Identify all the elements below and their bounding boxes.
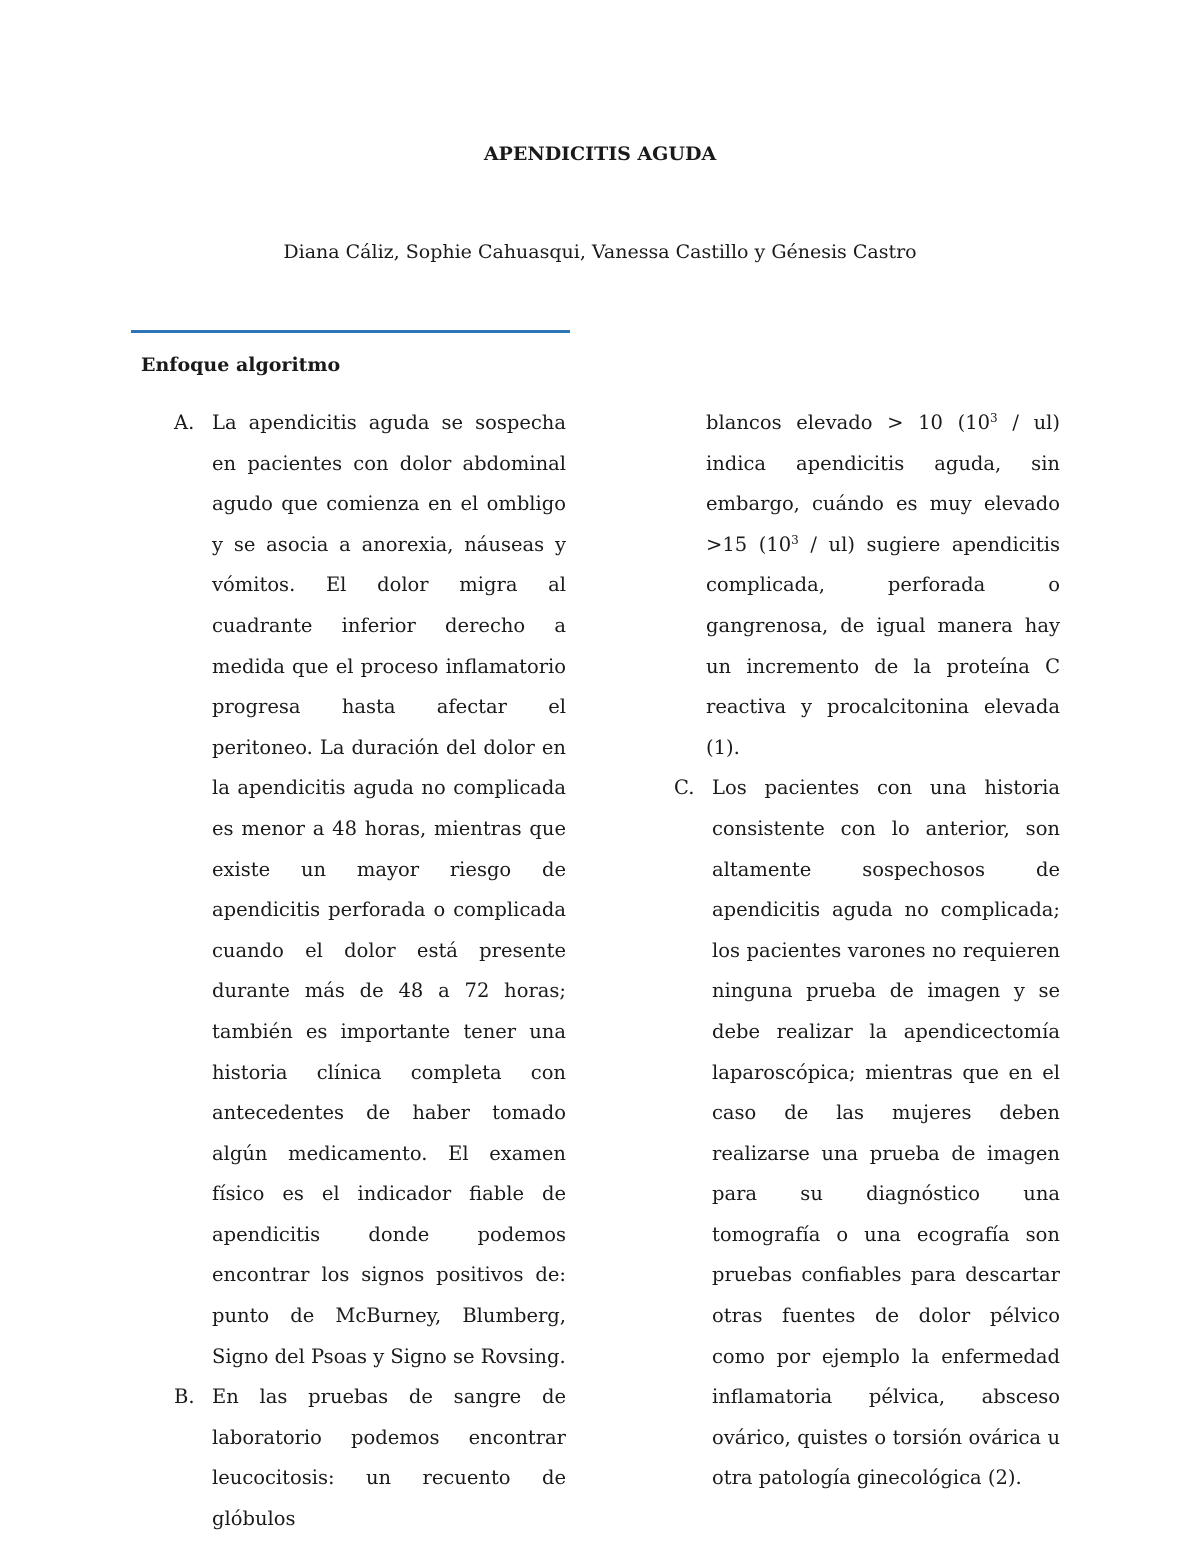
superscript-exponent: 3 <box>791 532 799 547</box>
section-divider <box>131 330 570 333</box>
list-item-b-text-part1: En las pruebas de sangre de laboratorio podemos encontrar leucocitosis: un recuento de glóbulos <box>212 1385 566 1531</box>
list-marker-c: C. <box>674 776 695 800</box>
right-column <box>666 403 1060 1499</box>
list-item-b-text-part2-a: blancos elevado > 10 (10 <box>706 411 991 434</box>
authors-line: Diana Cáliz, Sophie Cahuasqui, Vanessa Castillo y Génesis Castro <box>283 241 917 263</box>
list-item-a <box>166 403 566 1377</box>
list-item-a-text: La apendicitis aguda se sospecha en pacientes con dolor abdominal agudo que comienza en el ombligo y se asocia a anorexia, náuseas y vómitos. El dolor migra al cuadrante inferior derecho a medida que el proceso inflamatorio progresa hasta afectar el peritoneo. La duración del dolor en la apendicitis aguda no complicada es menor a 48 horas, mientras que existe un mayor riesgo de apendicitis perforada o complicada cuando el dolor está presente durante más de 48 a 72 horas; también es importante tener una historia clínica completa con antecedentes de haber tomado algún medicamento. El examen físico es el indicador fiable de apendicitis donde podemos encontrar los signos positivos de: punto de McBurney, Blumberg, Signo del Psoas y Signo se Rovsing. <box>212 411 566 1368</box>
document-title: APENDICITIS AGUDA <box>483 143 717 165</box>
list-item-b-text-part2-b: / ul) indica apendicitis aguda, sin embargo, cuándo es muy elevado >15 (10 <box>706 411 1060 556</box>
superscript-exponent: 3 <box>990 411 998 425</box>
list-item-b-continuation <box>666 403 1060 768</box>
list-item-b <box>166 1377 566 1539</box>
list-marker-a: A. <box>174 411 195 434</box>
section-heading: Enfoque algoritmo <box>141 354 341 376</box>
list-item-c-text: Los pacientes con una historia consistente con lo anterior, son altamente sospechosos de apendicitis aguda no complicada; los pacientes varones no requieren ninguna prueba de imagen y se debe realizar la apendicectomía laparoscópica; mientras que en el caso de las mujeres deben realizarse una prueba de imagen para su diagnóstico una tomografía o una ecografía son pruebas confiables para descartar otras fuentes de dolor pélvico como por ejemplo la enfermedad inflamatoria pélvica, absceso ovárico, quistes o torsión ovárica u otra patología ginecológica (2). <box>712 776 1060 1490</box>
list-marker-b: B. <box>174 1385 195 1409</box>
left-column <box>166 403 566 1540</box>
list-item-c <box>666 768 1060 1499</box>
list-item-b-text-part2-c: / ul) sugiere apendicitis complicada, perforada o gangrenosa, de igual manera hay un incremento de la proteína C reactiva y procalcitonina elevada (1). <box>706 532 1060 759</box>
